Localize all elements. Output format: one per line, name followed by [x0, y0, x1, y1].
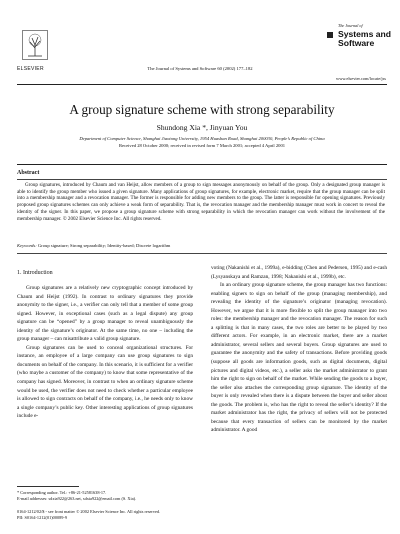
footnote-divider — [17, 486, 79, 487]
article-authors: Shundong Xia *, Jinyuan You — [156, 123, 248, 132]
header-divider — [17, 84, 387, 85]
abstract-bottom-divider — [17, 253, 387, 254]
journal-brand-line1: Systems and — [338, 29, 392, 39]
left-column — [17, 284, 193, 421]
keywords-label: Keywords: — [17, 243, 37, 248]
abstract-heading-divider — [17, 179, 387, 180]
paragraph: Group signatures are a relatively new cryptographic concept introduced by Chaum and Heijst (1992). In contrast to ordinary signatures they provide anonymity to the signer, i.e., a verifier can only tell that a member of some group signed. However, in exceptional cases (such as a legal dispute) any group signature can be “opened” by a group manager to reveal unambiguously the identity of the signature’s originator. At the same time, no one – including the group manager – can misattribute a valid group signature. — [17, 285, 193, 343]
journal-brand-square-icon — [327, 25, 333, 31]
right-column — [211, 264, 387, 435]
article-title: A group signature scheme with strong separability — [69, 102, 335, 117]
journal-website-link[interactable]: www.elsevier.com/locate/jss — [336, 76, 386, 81]
pii-line: PII: S0164-1212(01)00089-9 — [17, 515, 68, 520]
abstract-text: Group signatures, introduced by Chaum and van Heijst, allow members of a group to sign messages anonymously on behalf of the group. Only a designated group manager is able to identify the group member who issued a given signature. Many applications of group signatures, for example, electronic market, require that the group manager can be split into a membership manager and a revocation manager. The former is responsible for adding new members to the group. The latter is responsible for opening signatures. Previously proposed group signatures schemes can only achieve a weak form of separability. That is, the revocation manager and the membership manager must work in concert to reveal the identity of the signer. In this paper, we propose a group signature scheme with strong separability in which the revocation manager can work without the involvement of the membership manager. © 2002 Elsevier Science Inc. All rights reserved. — [17, 182, 385, 222]
paragraph: voting (Nakanishi et al., 1999a), e-bidding (Chen and Pedersen, 1995) and e-cash (Lysyanskaya and Ramzan, 1998; Nakanishi et al., 1999b), etc. — [211, 265, 387, 280]
paragraph: Group signatures can be used to conceal organizational structures. For instance, an employee of a large company can use group signatures to sign documents on behalf of the company. In this scenario, it is sufficient for a verifier (who maybe a customer of the company) to know that some representative of the company has signed. Moreover, in contrast to when an ordinary signature scheme would be used, the verifier does not need to check whether a particular employee is allowed to sign contracts on behalf of the company, i.e., he needs only to know a single company’s public key. Other interesting applications of group signatures include e- — [17, 344, 193, 420]
section-heading: 1. Introduction — [17, 270, 53, 276]
journal-brand-prefix: The Journal of — [338, 23, 363, 28]
copyright-notice — [17, 509, 217, 521]
copyright-line: 0164-1212/02/$ - see front matter © 2002 Elsevier Science Inc. All rights reserved. — [17, 509, 161, 514]
abstract-top-divider — [17, 164, 387, 165]
footnote-email: E-mail addresses: sdxia922@263.net, sdxia922@email.com (S. Xia). — [17, 496, 137, 501]
elsevier-tree-logo-icon — [22, 30, 48, 60]
footnote-corresponding: * Corresponding author. Tel.: +86-21-52581638-17. — [17, 490, 107, 495]
paragraph: In an ordinary group signature scheme, the group manager has two functions: enabling signers to sign on behalf of the group (managing membership), and revealing the identity of the signature’s originator (managing revocation). However, we argue that it is more flexible to split the group manager into two roles: the membership manager and the revocation manager. The reason for such a splitting is that in many cases, the two roles are better to be played by two different actors. For example, in an electronic market, there are a market administrator, several sellers and several buyers. Group signatures are used to guarantee the anonymity and the safety of transactions. Before providing goods (suppose all goods are information goods, such as digital documents, digital pictures and digital videos, etc.), a seller asks the market administrator to grant him the right to sign on behalf of the market. While sending the goods to a buyer, the seller also attaches the corresponding group signature. The identity of the buyer is only revealed when there is a dispute between the buyer and seller about the goods. The problem is, who has the right to reveal the seller’s identity? If the market administrator has the right, the privacy of sellers will not be protected because that every transaction of sellers can be monitored by the market administrator. A good — [211, 282, 387, 434]
abstract-heading: Abstract — [17, 170, 40, 176]
journal-brand-line2: Software — [338, 38, 375, 48]
journal-citation: The Journal of Systems and Software 60 (2002) 177–182 — [147, 66, 253, 71]
keywords-line — [17, 243, 385, 248]
keywords-list: Group signature; Strong separability; Identity-based; Discrete logarithm — [37, 243, 171, 248]
footnote — [17, 490, 197, 502]
publisher-name: ELSEVIER — [17, 66, 44, 72]
author-affiliation: Department of Computer Science, Shanghai Jiaotong University, 1954 Huashan Road, Shanghai 200030, People’s Republic of China — [79, 136, 325, 141]
received-dates: Received 28 October 2000; received in revised form 7 March 2001; accepted 4 April 2001 — [118, 143, 286, 148]
journal-brand-name — [338, 30, 391, 48]
